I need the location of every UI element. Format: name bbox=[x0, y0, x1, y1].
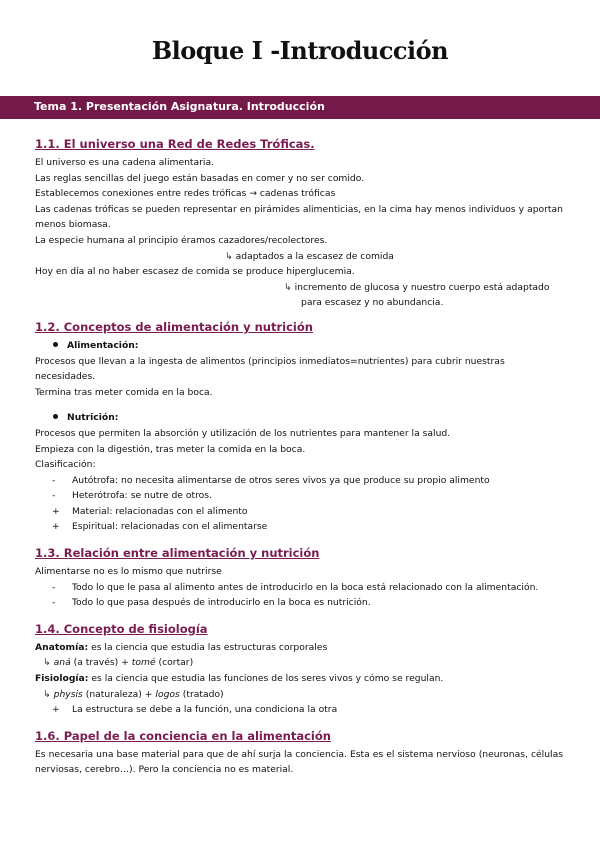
arrow-icon: ↳ bbox=[284, 281, 292, 293]
paragraph-line: El universo es una cadena alimentaria. bbox=[35, 157, 215, 168]
section-heading-1-1: 1.1. El universo una Red de Redes Tróficas. bbox=[35, 137, 315, 151]
list-item: - Todo lo que pasa después de introducirlo en la boca es nutrición. bbox=[52, 597, 371, 609]
paragraph-line: Alimentarse no es lo mismo que nutrirse bbox=[35, 566, 222, 578]
arrow-icon: ↳ bbox=[225, 250, 233, 262]
arrow-icon: ↳ bbox=[43, 657, 51, 669]
section-heading-1-3: 1.3. Relación entre alimentación y nutrición bbox=[35, 546, 320, 561]
list-item: + La estructura se debe a la función, una condiciona la otra bbox=[52, 704, 338, 716]
section-heading-1-6: 1.6. Papel de la conciencia en la alimentación bbox=[35, 728, 331, 743]
paragraph-line: Es necesaria una base material para que de ahí surja la conciencia. Esta es el sistema nervioso (neuronas, células nerviosas, cerebro…). Pero la conciencia no es material. bbox=[35, 748, 563, 776]
list-item: - Autótrofa: no necesita alimentarse de otros seres vivos ya que produce su propio alimento bbox=[52, 474, 490, 486]
etymology-line: ↳ aná (a través) + tomé (cortar) bbox=[43, 657, 194, 669]
etymology-line: ↳ physis (naturaleza) + logos (tratado) bbox=[43, 688, 224, 700]
document-title: Bloque I -Introducción bbox=[151, 36, 449, 65]
indented-note: ↳ incremento de glucosa y nuestro cuerpo está adaptado bbox=[284, 281, 550, 293]
paragraph-line: Las cadenas tróficas se pueden representar en pirámides alimenticias, en la cima hay menos individuos y aportan menos biomasa. bbox=[35, 203, 563, 231]
paragraph-line: Termina tras meter comida en la boca. bbox=[35, 386, 213, 398]
topic-banner bbox=[0, 96, 600, 119]
paragraph-line: Establecemos conexiones entre redes tróficas → cadenas tróficas bbox=[35, 188, 336, 200]
list-item: + Espiritual: relacionadas con el alimentarse bbox=[52, 521, 268, 533]
bullet-dot-icon bbox=[53, 342, 58, 347]
indented-note: para escasez y no abundancia. bbox=[301, 297, 444, 309]
list-item: + Material: relacionadas con el alimento bbox=[52, 505, 248, 517]
bullet-item: Alimentación: bbox=[35, 338, 563, 354]
indented-note: ↳ adaptados a la escasez de comida bbox=[225, 250, 394, 262]
paragraph-line: Procesos que permiten la absorción y utilización de los nutrientes para mantener la salud. bbox=[35, 427, 451, 439]
definition-line: Anatomía: es la ciencia que estudia las estructuras corporales bbox=[35, 641, 328, 653]
bullet-dot-icon bbox=[53, 414, 58, 419]
list-item: - Heterótrofa: se nutre de otros. bbox=[52, 490, 212, 502]
paragraph-line: Procesos que llevan a la ingesta de alimentos (principios inmediatos=nutrientes) para cubrir nuestras necesidades. bbox=[35, 355, 505, 383]
paragraph-line: Empieza con la digestión, tras meter la comida en la boca. bbox=[35, 443, 306, 455]
arrow-icon: ↳ bbox=[43, 688, 51, 700]
definition-line: Fisiología: es la ciencia que estudia las funciones de los seres vivos y cómo se regulan. bbox=[35, 673, 444, 685]
topic-banner-text: Tema 1. Presentación Asignatura. Introducción bbox=[34, 100, 325, 113]
paragraph-line: Las reglas sencillas del juego están basadas en comer y no ser comido. bbox=[35, 172, 365, 184]
document-body bbox=[35, 136, 563, 778]
bullet-item: Nutrición: bbox=[35, 410, 563, 426]
paragraph-line: Hoy en día al no haber escasez de comida se produce hiperglucemia. bbox=[35, 266, 355, 278]
list-item: - Todo lo que le pasa al alimento antes de introducirlo en la boca está relacionado con la alimentación. bbox=[52, 581, 539, 593]
paragraph-line: Clasificación: bbox=[35, 459, 96, 471]
section-heading-1-4: 1.4. Concepto de fisiología bbox=[35, 621, 208, 636]
section-heading-1-2: 1.2. Conceptos de alimentación y nutrición bbox=[35, 319, 313, 334]
paragraph-line: La especie humana al principio éramos cazadores/recolectores. bbox=[35, 234, 328, 246]
